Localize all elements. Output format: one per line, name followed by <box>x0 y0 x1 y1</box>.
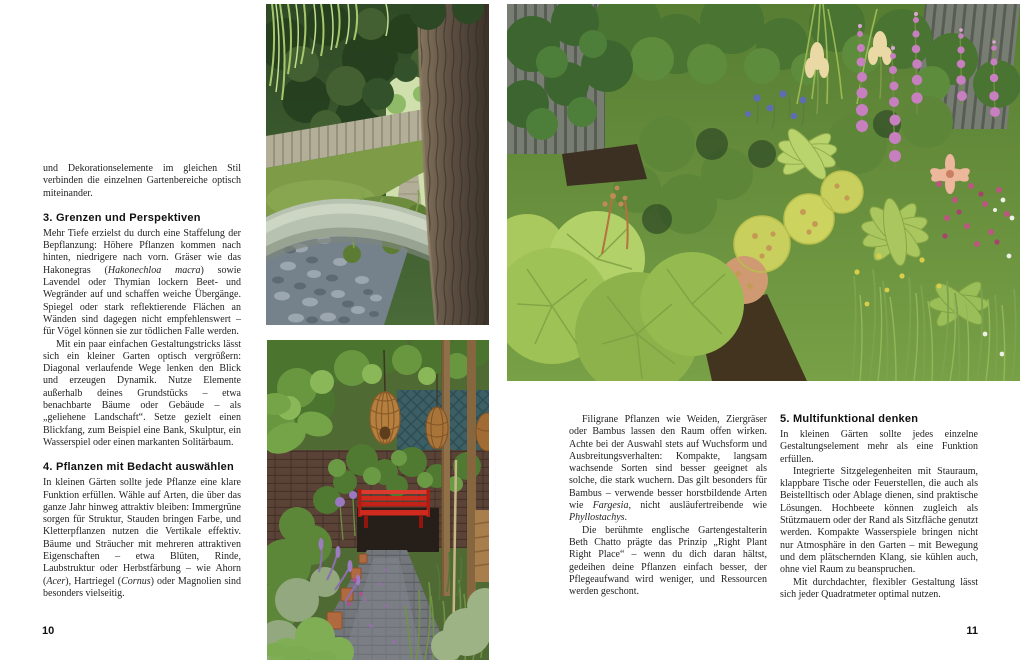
right-page-right-text-column <box>780 413 978 601</box>
right-page-middle-text-column <box>569 414 767 598</box>
intro-paragraph: und Dekorationselemente im gleichen Stil verbinden die einzelnen Gartenbereiche optisch miteinander. <box>43 163 241 199</box>
heading-section-5: 5. Multifunktional denken <box>780 413 919 425</box>
photo-perennial-border <box>507 4 1020 381</box>
left-page-text-column <box>43 163 241 600</box>
photo-curved-stone-bench <box>266 4 489 325</box>
page-number-right: 11 <box>966 625 978 637</box>
page-number-left: 10 <box>42 625 55 637</box>
bamboo-paragraph: Filigrane Pflanzen wie Weiden, Ziergräser oder Bambus lassen den Raum offen wirken. Achte bei der Auswahl stets auf Wuchsform und Ausbreitungsverhalten: Kompakte, langsam wachsende Sorten sind besser geeignet als solche, die stark wuchern. Das gilt besonders für Bambus – verwende besser horstbildende Arten wie Fargesia, nicht ausläufertreibende wie Phyllostachys. <box>569 414 767 524</box>
photo-red-bench-path <box>267 340 489 660</box>
section3-paragraph-2: Mit ein paar einfachen Gestaltungstricks lässt sich ein kleiner Garten optisch vergrößern: Diagonal verlaufende Wege lenken den Blick und erzeugen Dynamik. Nutze Elemente außerhalb deines Grundstücks – etwa benachbarte Bäume oder Gebäude – als „geliehene Landschaft“. Setze gezielt einen Blickfang, zum Beispiel eine Bank, Skulptur, ein Wasserspiel oder einen markanten Solitärbaum. <box>43 338 241 448</box>
section5-paragraph-1: In kleinen Gärten sollte jedes einzelne Gestaltungselement mehr als eine Funktion erfüllen. <box>780 429 978 465</box>
section5-paragraph-2: Integrierte Sitzgelegenheiten mit Stauraum, klappbare Tische oder Feuerstellen, die auch als Beistelltisch oder Ablage dienen, sind praktische Lösungen. Hochbeete können zugleich als Stützmauern oder der Rand als Sitzfläche genutzt werden. Kompakte Wasserspiele bringen nicht nur Atmosphäre in den Garten – mit Bewegung und dem plätschernden Klang, sie kühlen auch, ohne viel Raum zu beanspruchen. <box>780 465 978 576</box>
section3-paragraph-1: Mehr Tiefe erzielst du durch eine Staffelung der Bepflanzung: Höhere Pflanzen kommen nach hinten, niedrigere nach vorn. Gräser wie das Hakonegras (Hakonechloa macra) sowie Lavendel oder Thymian lockern Beet- und Wegränder auf und schaffen weiche Übergänge. Spiegel oder stark reflektierende Flächen an Wänden sind dagegen nicht empfehlenswert – für Vögel können sie zur tödlichen Falle werden. <box>43 227 241 338</box>
section4-paragraph-1: In kleinen Gärten sollte jede Pflanze eine klare Funktion erfüllen. Wähle auf Arten, die über das ganze Jahr hinweg attraktiv bleiben: Immergrüne sorgen für Struktur, Stauden bringen Farbe, und Kletterpflanzen nutzen die Vertikale effektiv. Bäume und Sträucher mit mehreren attraktiven Eigenschaften – etwa Blüten, Rinde, Laubstruktur oder Herbstfärbung – wie Ahorn (Acer), Hartriegel (Cornus) oder Magnolien sind besonders vielseitig. <box>43 477 241 599</box>
heading-section-3: 3. Grenzen und Perspektiven <box>43 211 201 224</box>
section5-paragraph-3: Mit durchdachter, flexibler Gestaltung lässt sich jeder Quadratmeter optimal nutzen. <box>780 576 978 600</box>
beth-chatto-paragraph: Die berühmte englische Gartengestalterin Beth Chatto prägte das Prinzip „Right Plant Right Place“ – wenn du dich daran hältst, gedeihen deine Pflanzen einfach besser, der Pflegeaufwand wird weniger, und Ressourcen werden geschont. <box>569 524 767 598</box>
heading-section-4: 4. Pflanzen mit Bedacht auswählen <box>43 461 235 474</box>
